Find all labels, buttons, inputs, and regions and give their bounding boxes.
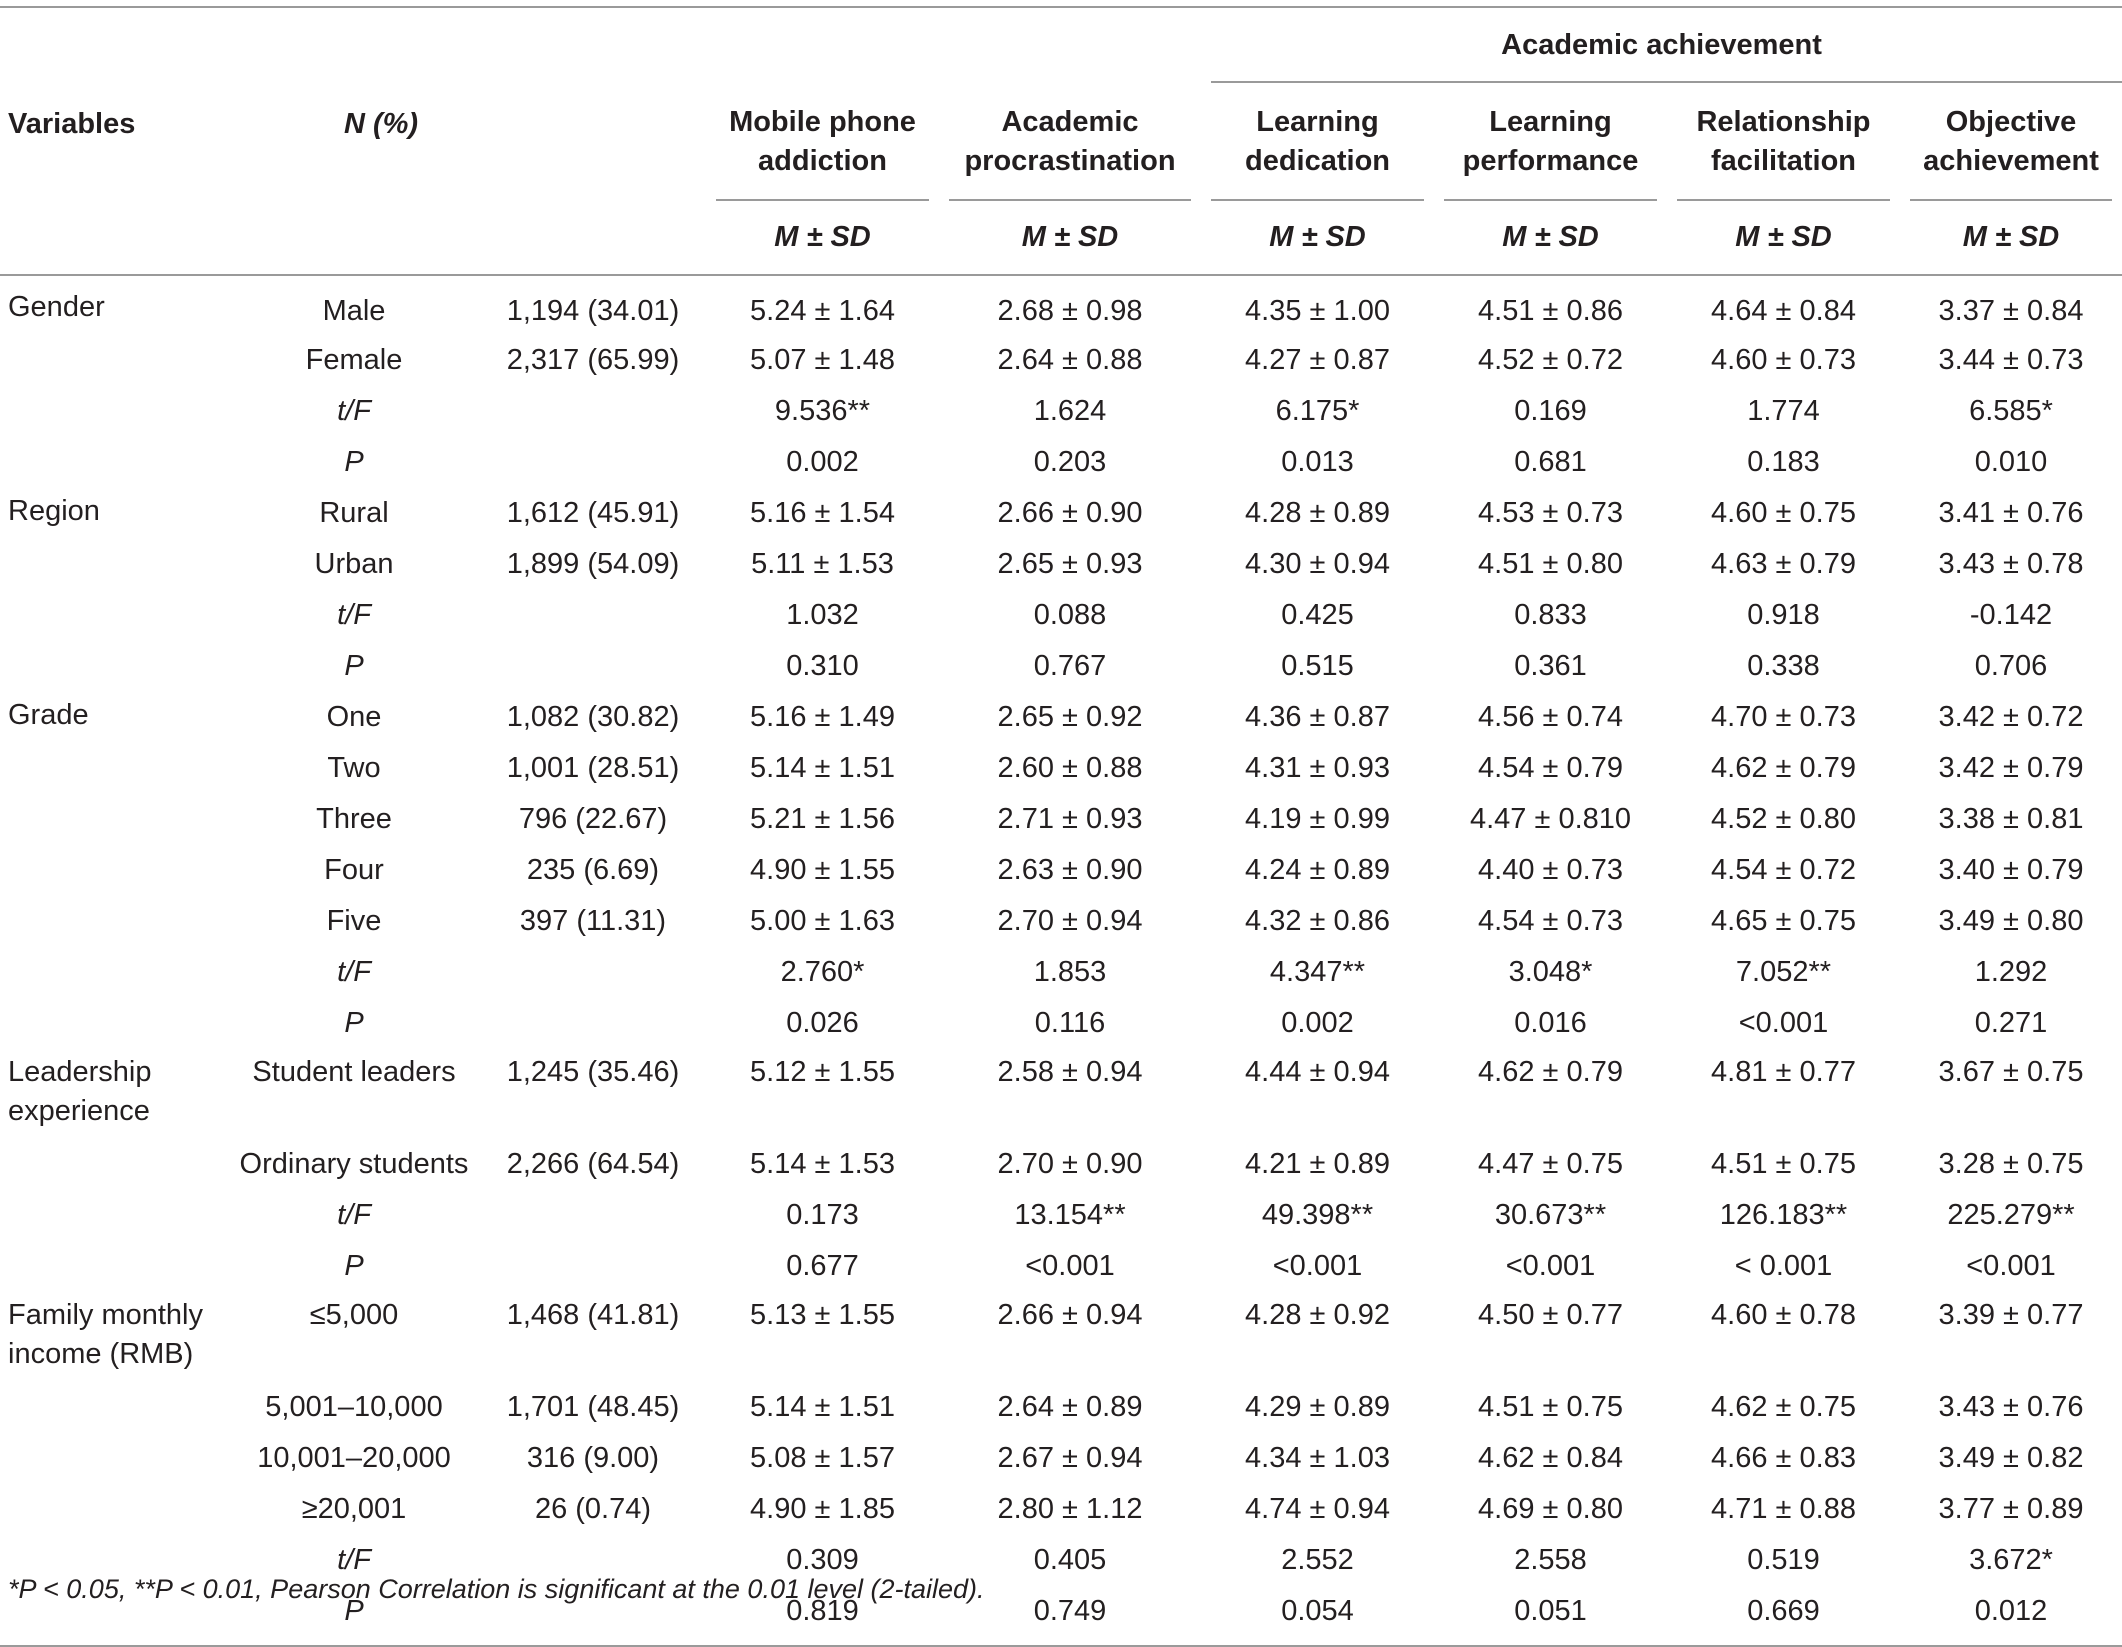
- value-cell: 3.77 ± 0.89: [1938, 1493, 2084, 1525]
- value-cell: 5.24 ± 1.64: [750, 295, 895, 327]
- value-cell: 0.054: [1201, 1586, 1434, 1646]
- value-cell: 5.14 ± 1.51: [750, 1391, 895, 1423]
- value-cell: 5.13 ± 1.55: [750, 1299, 895, 1331]
- n-percent-cell: [480, 1190, 706, 1241]
- value-cell: 3.048*: [1508, 956, 1593, 988]
- value-cell: 4.28 ± 0.92: [1245, 1299, 1390, 1331]
- table-row: [0, 947, 2122, 998]
- value-cell: 0.002: [786, 446, 859, 478]
- value-cell: 2.558: [1514, 1544, 1587, 1576]
- variable-cell: [0, 845, 228, 896]
- value-cell: 126.183**: [1719, 1199, 1848, 1231]
- table-row: [0, 1292, 2122, 1382]
- table-header: [0, 7, 2122, 275]
- table-row: [0, 1484, 2122, 1535]
- col-academic-procrastination: Academic procrastination: [939, 83, 1201, 201]
- value-cell: 5.21 ± 1.56: [750, 803, 895, 835]
- value-cell: 0.051: [1434, 1586, 1667, 1646]
- value-cell: 2.760*: [780, 956, 865, 988]
- value-cell: 2.68 ± 0.98: [997, 295, 1143, 327]
- value-cell: 3.43 ± 0.76: [1938, 1391, 2084, 1423]
- variable-cell: [0, 896, 228, 947]
- value-cell: 0.833: [1514, 599, 1587, 631]
- variable-cell: [0, 743, 228, 794]
- n-percent-cell: 1,612 (45.91): [506, 497, 680, 529]
- value-cell: 0.016: [1514, 1007, 1587, 1039]
- n-percent-cell: [480, 590, 706, 641]
- table-row: [0, 794, 2122, 845]
- value-cell: 5.14 ± 1.51: [750, 752, 895, 784]
- n-percent-cell: 1,245 (35.46): [506, 1056, 680, 1088]
- category-cell: Student leaders: [252, 1056, 456, 1088]
- value-cell: 13.154**: [1014, 1199, 1126, 1231]
- value-cell: 4.19 ± 0.99: [1245, 803, 1390, 835]
- table-row: [0, 1241, 2122, 1292]
- table-footnote: *P < 0.05, **P < 0.01, Pearson Correlation is significant at the 0.01 level (2-tailed).: [8, 1574, 985, 1604]
- value-cell: 1.774: [1747, 395, 1820, 427]
- value-cell: 4.35 ± 1.00: [1245, 295, 1390, 327]
- value-cell: 4.50 ± 0.77: [1478, 1299, 1623, 1331]
- value-cell: 0.012: [1900, 1586, 2122, 1646]
- n-percent-cell: [480, 386, 706, 437]
- value-cell: 4.36 ± 0.87: [1245, 701, 1390, 733]
- variable-cell: [0, 641, 228, 692]
- category-cell: t/F: [337, 1544, 371, 1576]
- value-cell: 4.60 ± 0.73: [1711, 344, 1856, 376]
- n-percent-label: N (%): [343, 108, 419, 140]
- n-percent-cell: 1,701 (48.45): [506, 1391, 680, 1423]
- value-cell: 5.14 ± 1.53: [750, 1148, 895, 1180]
- value-cell: 0.169: [1514, 395, 1587, 427]
- value-cell: 5.16 ± 1.54: [750, 497, 895, 529]
- value-cell: 4.47 ± 0.810: [1469, 803, 1632, 835]
- table-row: [0, 1139, 2122, 1190]
- variable-cell: [0, 1484, 228, 1535]
- variable-cell: [0, 1382, 228, 1433]
- table-row: [0, 437, 2122, 488]
- value-cell: 4.62 ± 0.79: [1478, 1056, 1623, 1088]
- variable-cell: Region: [8, 495, 100, 527]
- value-cell: 0.203: [1033, 446, 1107, 478]
- value-cell: 4.70 ± 0.73: [1711, 701, 1856, 733]
- value-cell: 4.21 ± 0.89: [1245, 1148, 1390, 1180]
- value-cell: 3.28 ± 0.75: [1938, 1148, 2084, 1180]
- value-cell: 4.51 ± 0.75: [1478, 1391, 1623, 1423]
- value-cell: 4.60 ± 0.78: [1711, 1299, 1856, 1331]
- table-row: [0, 539, 2122, 590]
- value-cell: 2.60 ± 0.88: [997, 752, 1143, 784]
- value-cell: 4.62 ± 0.75: [1711, 1391, 1856, 1423]
- category-cell: ≤5,000: [309, 1299, 399, 1331]
- value-cell: 0.405: [1033, 1544, 1107, 1576]
- category-cell: One: [326, 701, 382, 733]
- n-percent-cell: 26 (0.74): [534, 1493, 652, 1525]
- value-cell: 4.63 ± 0.79: [1711, 548, 1856, 580]
- value-cell: 2.64 ± 0.88: [997, 344, 1143, 376]
- category-cell: Four: [324, 854, 384, 886]
- value-cell: 2.70 ± 0.94: [997, 905, 1143, 937]
- value-cell: 4.44 ± 0.94: [1245, 1056, 1390, 1088]
- col-objective-achievement: Objective achievement: [1900, 83, 2122, 201]
- value-cell: 0.677: [786, 1250, 859, 1282]
- n-percent-cell: 1,082 (30.82): [506, 701, 680, 733]
- category-cell: Rural: [319, 497, 389, 529]
- n-percent-cell: [480, 947, 706, 998]
- variables-header: Variables: [0, 83, 228, 275]
- value-cell: 4.52 ± 0.80: [1711, 803, 1856, 835]
- variable-cell: [0, 1241, 228, 1292]
- value-cell: 5.00 ± 1.63: [750, 905, 895, 937]
- value-cell: <0.001: [1272, 1250, 1363, 1282]
- value-cell: 3.43 ± 0.78: [1938, 548, 2084, 580]
- value-cell: 1.292: [1974, 956, 2048, 988]
- variable-cell: Gender: [8, 291, 105, 323]
- value-cell: 0.669: [1667, 1586, 1900, 1646]
- value-cell: 0.819: [706, 1586, 939, 1646]
- table-row: [0, 845, 2122, 896]
- n-percent-cell: [480, 1241, 706, 1292]
- value-cell: 4.62 ± 0.79: [1711, 752, 1856, 784]
- value-cell: 2.65 ± 0.93: [997, 548, 1143, 580]
- value-cell: 2.80 ± 1.12: [997, 1493, 1143, 1525]
- msd-label: M ± SD: [1434, 201, 1667, 275]
- value-cell: 4.71 ± 0.88: [1711, 1493, 1856, 1525]
- value-cell: 4.24 ± 0.89: [1245, 854, 1390, 886]
- variable-cell: [0, 590, 228, 641]
- category-cell: Three: [316, 803, 392, 835]
- table-row: [0, 386, 2122, 437]
- variable-cell: [0, 386, 228, 437]
- n-percent-cell: [480, 437, 706, 488]
- value-cell: 4.56 ± 0.74: [1478, 701, 1623, 733]
- category-cell: t/F: [337, 1199, 371, 1231]
- n-percent-cell: 1,899 (54.09): [506, 548, 680, 580]
- category-cell: Ordinary students: [239, 1148, 469, 1180]
- value-cell: 0.309: [786, 1544, 859, 1576]
- category-cell: Five: [326, 905, 382, 937]
- value-cell: 4.28 ± 0.89: [1245, 497, 1390, 529]
- category-cell: Male: [322, 295, 386, 327]
- variable-cell: [0, 998, 228, 1049]
- value-cell: 4.347**: [1269, 956, 1366, 988]
- value-cell: 6.175*: [1275, 395, 1360, 427]
- n-percent-cell: 397 (11.31): [519, 905, 667, 937]
- value-cell: <0.001: [1966, 1250, 2056, 1282]
- value-cell: 4.34 ± 1.03: [1245, 1442, 1390, 1474]
- variable-cell: [0, 437, 228, 488]
- table-row: [0, 1382, 2122, 1433]
- value-cell: <0.001: [1505, 1250, 1596, 1282]
- value-cell: 4.69 ± 0.80: [1478, 1493, 1623, 1525]
- table-row: [0, 335, 2122, 386]
- value-cell: 4.65 ± 0.75: [1711, 905, 1856, 937]
- value-cell: 0.515: [1281, 650, 1354, 682]
- msd-label: M ± SD: [1667, 201, 1900, 275]
- table-row: [0, 998, 2122, 1049]
- col-learning-dedication: Learning dedication: [1201, 83, 1434, 201]
- category-cell: t/F: [337, 956, 371, 988]
- value-cell: 5.16 ± 1.49: [750, 701, 895, 733]
- value-cell: 0.173: [786, 1199, 859, 1231]
- value-cell: 225.279**: [1947, 1199, 2075, 1231]
- n-percent-cell: 1,194 (34.01): [506, 295, 680, 327]
- value-cell: 5.07 ± 1.48: [750, 344, 895, 376]
- table-row: [0, 692, 2122, 743]
- value-cell: 2.58 ± 0.94: [997, 1056, 1143, 1088]
- value-cell: 2.66 ± 0.90: [997, 497, 1143, 529]
- value-cell: 3.67 ± 0.75: [1938, 1056, 2084, 1088]
- value-cell: 0.425: [1281, 599, 1354, 631]
- table-row: [0, 275, 2122, 335]
- n-percent-cell: 796 (22.67): [518, 803, 668, 835]
- table-row: [0, 641, 2122, 692]
- value-cell: 0.013: [1281, 446, 1354, 478]
- value-cell: 4.31 ± 0.93: [1245, 752, 1390, 784]
- value-cell: 4.64 ± 0.84: [1711, 295, 1856, 327]
- category-cell: P: [344, 650, 364, 682]
- col-mobile-phone-addiction: Mobile phone addiction: [706, 83, 939, 201]
- value-cell: 3.672*: [1969, 1544, 2053, 1576]
- value-cell: 4.51 ± 0.75: [1711, 1148, 1856, 1180]
- value-cell: 4.52 ± 0.72: [1478, 344, 1623, 376]
- category-cell: ≥20,001: [301, 1493, 407, 1525]
- value-cell: 0.026: [786, 1007, 859, 1039]
- n-percent-header: [228, 83, 480, 275]
- value-cell: 2.70 ± 0.90: [997, 1148, 1143, 1180]
- value-cell: 0.706: [1974, 650, 2048, 682]
- value-cell: 3.42 ± 0.72: [1938, 701, 2084, 733]
- value-cell: 4.74 ± 0.94: [1245, 1493, 1390, 1525]
- value-cell: 3.49 ± 0.82: [1938, 1442, 2084, 1474]
- value-cell: 4.30 ± 0.94: [1245, 548, 1390, 580]
- value-cell: 2.63 ± 0.90: [997, 854, 1143, 886]
- value-cell: 3.37 ± 0.84: [1938, 295, 2084, 327]
- category-cell: t/F: [337, 395, 371, 427]
- value-cell: 4.54 ± 0.72: [1711, 854, 1856, 886]
- value-cell: 5.12 ± 1.55: [750, 1056, 895, 1088]
- variable-cell: [0, 539, 228, 590]
- msd-label: M ± SD: [706, 201, 939, 275]
- value-cell: 1.853: [1033, 956, 1107, 988]
- value-cell: 4.54 ± 0.79: [1478, 752, 1623, 784]
- value-cell: 1.624: [1033, 395, 1107, 427]
- value-cell: 4.29 ± 0.89: [1245, 1391, 1390, 1423]
- n-percent-cell: [480, 641, 706, 692]
- table-row: [0, 743, 2122, 794]
- variable-cell: [0, 1139, 228, 1190]
- value-cell: 3.41 ± 0.76: [1938, 497, 2084, 529]
- value-cell: 4.66 ± 0.83: [1711, 1442, 1856, 1474]
- value-cell: 2.67 ± 0.94: [997, 1442, 1143, 1474]
- value-cell: 0.338: [1747, 650, 1820, 682]
- category-cell: 10,001–20,000: [257, 1442, 451, 1474]
- variable-cell: Leadership experience: [8, 1056, 152, 1127]
- value-cell: 4.40 ± 0.73: [1478, 854, 1623, 886]
- value-cell: 3.42 ± 0.79: [1938, 752, 2084, 784]
- value-cell: 30.673**: [1494, 1199, 1607, 1231]
- value-cell: 5.08 ± 1.57: [750, 1442, 895, 1474]
- value-cell: 0.681: [1514, 446, 1587, 478]
- variable-cell: [0, 947, 228, 998]
- category-cell: Female: [305, 344, 403, 376]
- value-cell: 0.749: [939, 1586, 1201, 1646]
- value-cell: 0.116: [1034, 1007, 1106, 1039]
- value-cell: 9.536**: [774, 395, 871, 427]
- value-cell: < 0.001: [1734, 1250, 1833, 1282]
- variable-cell: Family monthly income (RMB): [8, 1299, 203, 1370]
- value-cell: 1.032: [786, 599, 859, 631]
- value-cell: <0.001: [1738, 1007, 1829, 1039]
- value-cell: 2.64 ± 0.89: [997, 1391, 1143, 1423]
- msd-label: M ± SD: [939, 201, 1201, 275]
- category-cell: Urban: [314, 548, 394, 580]
- value-cell: <0.001: [1025, 1250, 1115, 1282]
- category-cell: P: [344, 1250, 364, 1282]
- variable-cell: [0, 1433, 228, 1484]
- value-cell: -0.142: [1969, 599, 2053, 631]
- value-cell: 0.002: [1281, 1007, 1354, 1039]
- table-row: [0, 896, 2122, 947]
- value-cell: 4.90 ± 1.55: [750, 854, 895, 886]
- n-percent-cell: 1,468 (41.81): [506, 1299, 680, 1331]
- variable-cell: [0, 1190, 228, 1241]
- value-cell: 2.71 ± 0.93: [997, 803, 1143, 835]
- msd-label: M ± SD: [1900, 201, 2122, 275]
- value-cell: 0.183: [1747, 446, 1820, 478]
- value-cell: 0.271: [1974, 1007, 2048, 1039]
- table-row: [0, 1049, 2122, 1139]
- n-percent-cell: 235 (6.69): [526, 854, 660, 886]
- category-cell: t/F: [337, 599, 371, 631]
- value-cell: 4.54 ± 0.73: [1478, 905, 1623, 937]
- table-body: [0, 275, 2122, 1646]
- n-percent-cell: 316 (9.00): [526, 1442, 660, 1474]
- value-cell: 2.65 ± 0.92: [997, 701, 1143, 733]
- n-percent-cell: 2,317 (65.99): [506, 344, 680, 376]
- table-row: [0, 1433, 2122, 1484]
- n-percent-cell: [480, 998, 706, 1049]
- value-cell: 4.51 ± 0.86: [1478, 295, 1623, 327]
- n-percent-cell: 1,001 (28.51): [506, 752, 680, 784]
- category-cell: Two: [327, 752, 381, 784]
- value-cell: 3.39 ± 0.77: [1938, 1299, 2084, 1331]
- academic-achievement-header: Academic achievement: [1201, 7, 2122, 83]
- value-cell: 0.918: [1747, 599, 1820, 631]
- value-cell: 3.49 ± 0.80: [1938, 905, 2084, 937]
- results-table: [0, 6, 2122, 1647]
- variable-cell: [0, 335, 228, 386]
- category-cell: P: [344, 446, 364, 478]
- value-cell: 2.552: [1281, 1544, 1354, 1576]
- value-cell: 3.44 ± 0.73: [1938, 344, 2084, 376]
- variable-cell: Grade: [8, 699, 89, 731]
- table-row: [0, 488, 2122, 539]
- value-cell: 4.51 ± 0.80: [1478, 548, 1623, 580]
- col-learning-performance: Learning performance: [1434, 83, 1667, 201]
- value-cell: 0.361: [1514, 650, 1587, 682]
- value-cell: 5.11 ± 1.53: [751, 548, 894, 580]
- value-cell: 0.310: [786, 650, 859, 682]
- value-cell: 2.66 ± 0.94: [997, 1299, 1143, 1331]
- value-cell: 0.010: [1974, 446, 2048, 478]
- value-cell: 0.767: [1033, 650, 1107, 682]
- value-cell: 4.27 ± 0.87: [1245, 344, 1390, 376]
- value-cell: 6.585*: [1969, 395, 2053, 427]
- value-cell: 4.90 ± 1.85: [750, 1493, 895, 1525]
- value-cell: 49.398**: [1261, 1199, 1374, 1231]
- table-row: [0, 590, 2122, 641]
- value-cell: 4.47 ± 0.75: [1478, 1148, 1623, 1180]
- value-cell: 3.40 ± 0.79: [1938, 854, 2084, 886]
- value-cell: 4.32 ± 0.86: [1245, 905, 1390, 937]
- category-cell: P: [228, 1586, 480, 1646]
- col-relationship-facilitation: Relationship facilitation: [1667, 83, 1900, 201]
- value-cell: 4.62 ± 0.84: [1478, 1442, 1623, 1474]
- table-row: [0, 1190, 2122, 1241]
- value-cell: 4.81 ± 0.77: [1711, 1056, 1856, 1088]
- variable-cell: [0, 794, 228, 845]
- value-cell: 4.53 ± 0.73: [1478, 497, 1623, 529]
- n-percent-cell: 2,266 (64.54): [506, 1148, 680, 1180]
- value-cell: 3.38 ± 0.81: [1938, 803, 2084, 835]
- category-cell: 5,001–10,000: [265, 1391, 443, 1423]
- value-cell: 4.60 ± 0.75: [1711, 497, 1856, 529]
- value-cell: 0.088: [1033, 599, 1107, 631]
- value-cell: 7.052**: [1735, 956, 1832, 988]
- value-cell: 0.519: [1747, 1544, 1820, 1576]
- category-cell: P: [344, 1007, 364, 1039]
- msd-label: M ± SD: [1201, 201, 1434, 275]
